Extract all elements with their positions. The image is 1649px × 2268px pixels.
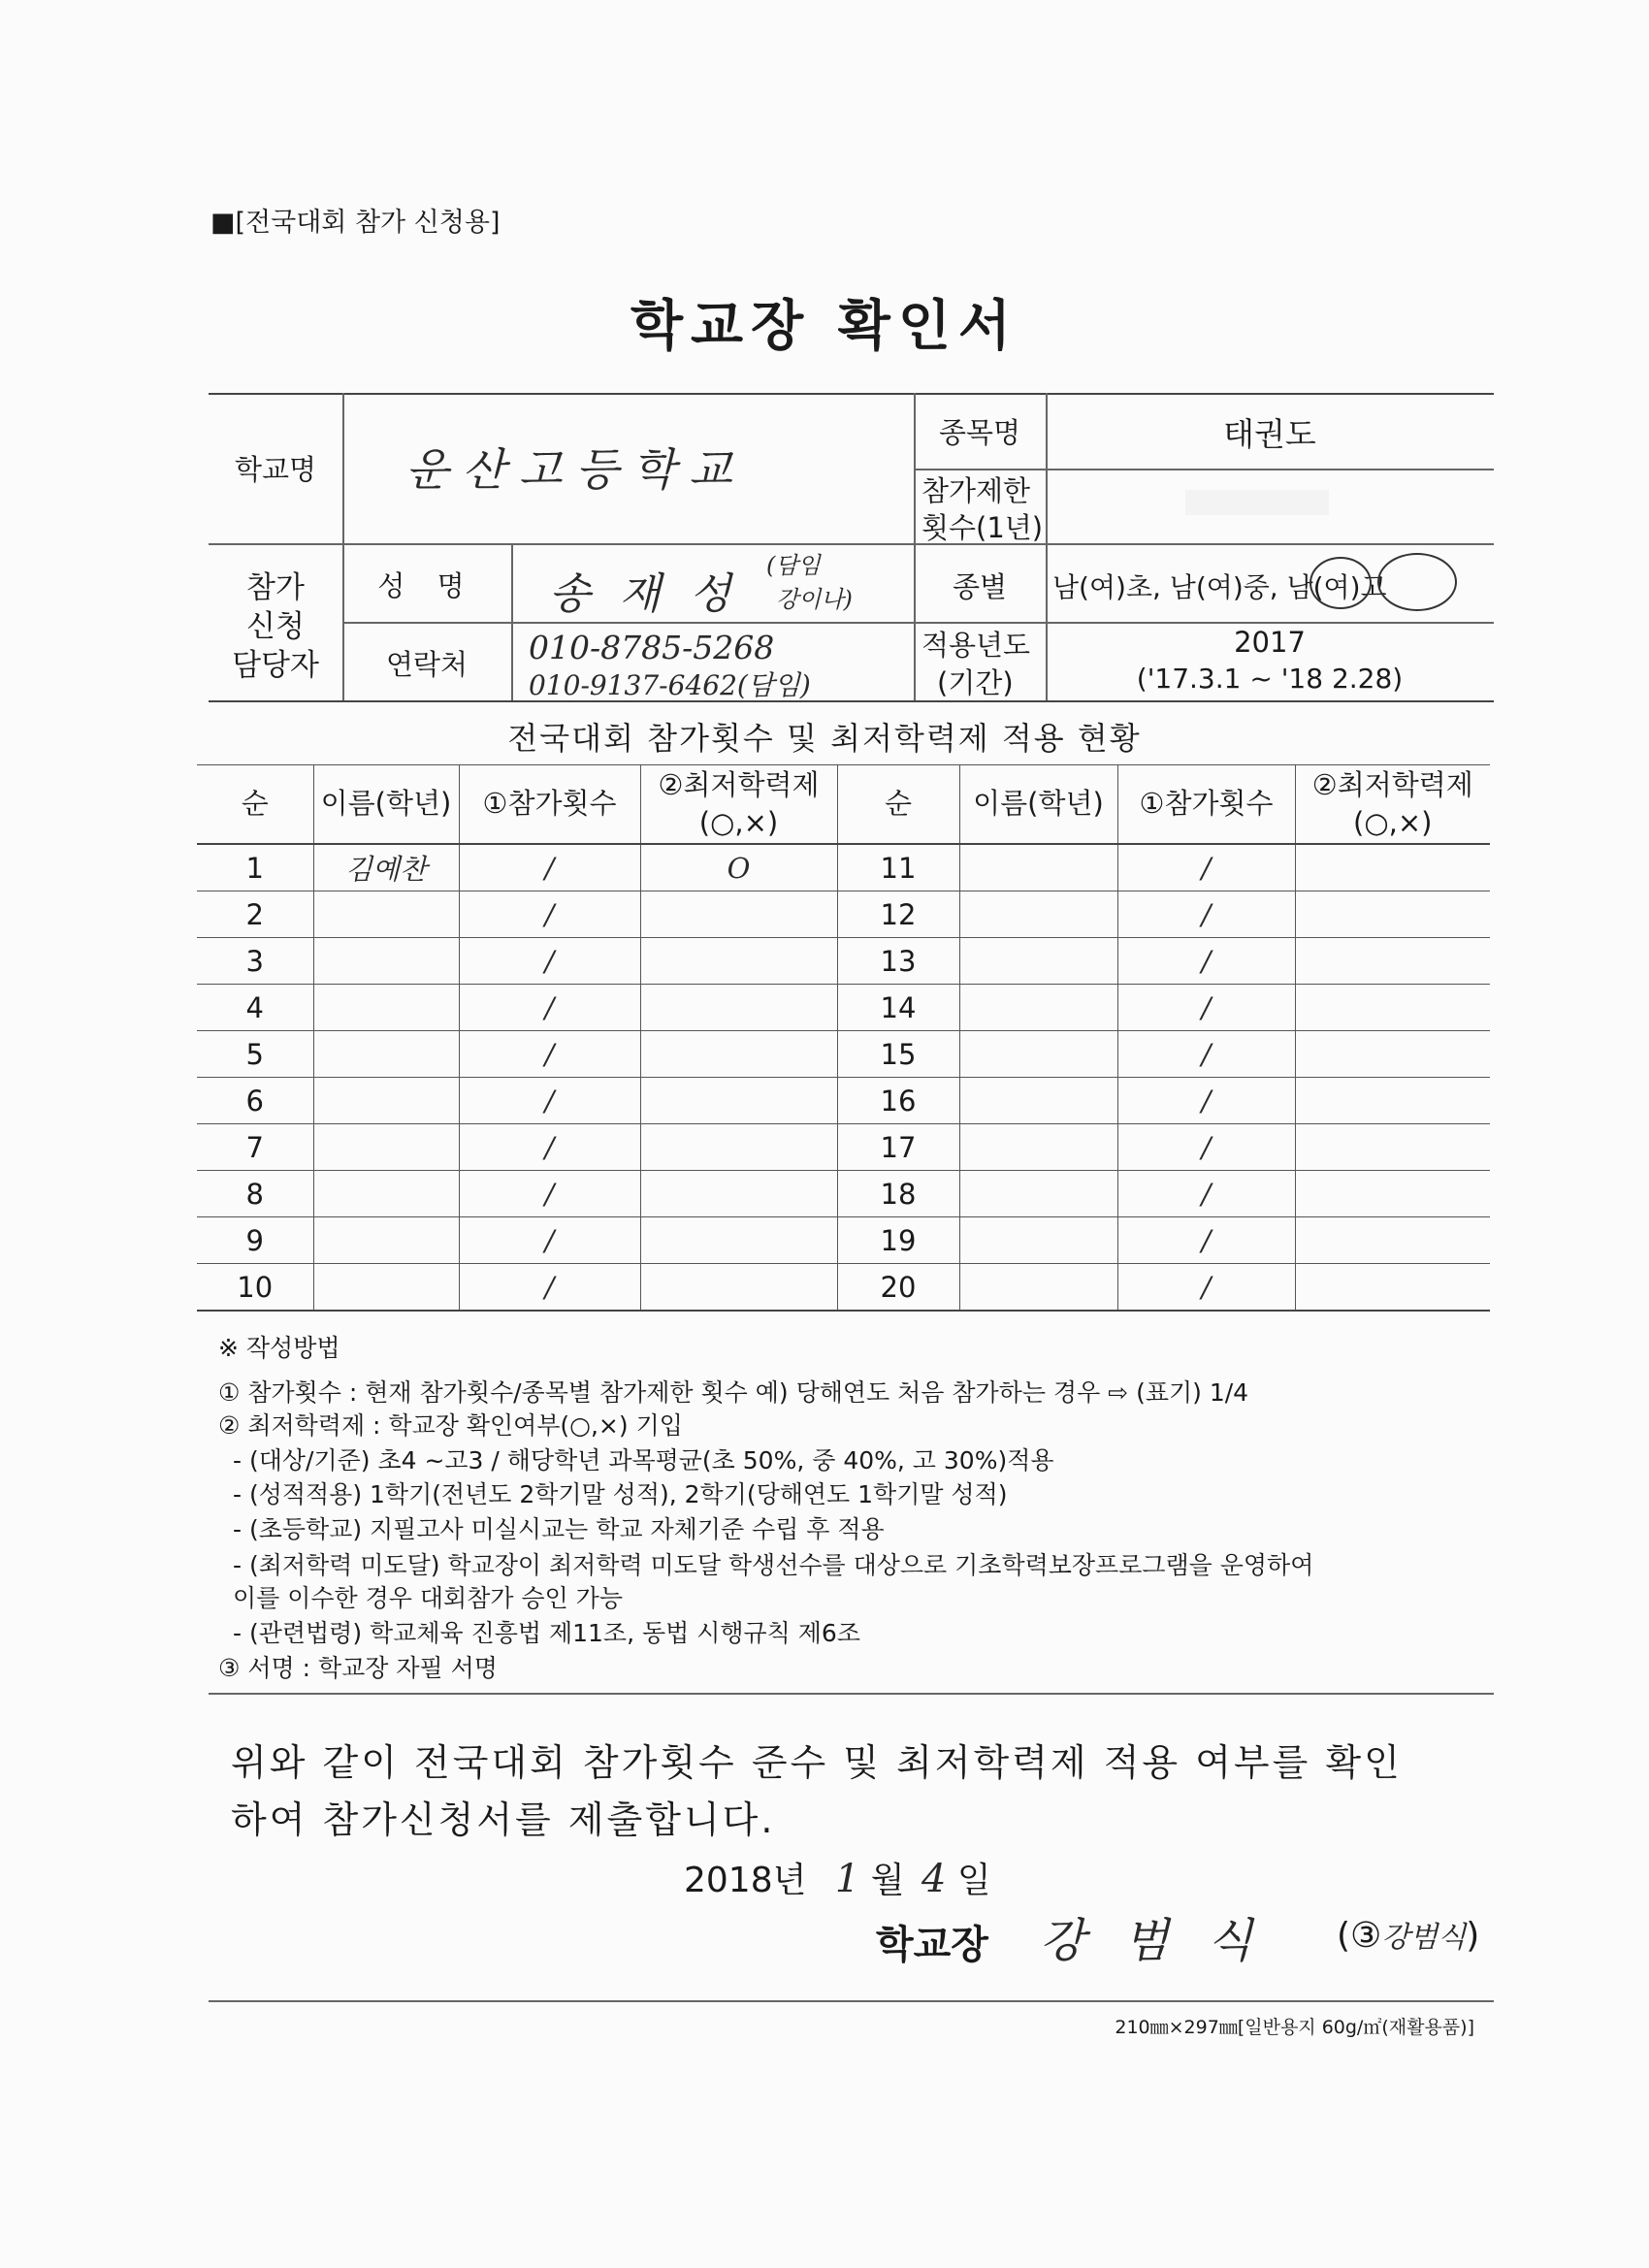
table-row bbox=[197, 1078, 1490, 1124]
row-name bbox=[959, 1078, 1117, 1124]
period-year: 2017 bbox=[1234, 626, 1306, 659]
redaction-mark bbox=[1185, 490, 1329, 515]
status-table bbox=[197, 764, 1490, 1312]
note-line: ② 최저학력제 : 학교장 확인여부(○,×) 기입 bbox=[218, 1411, 683, 1440]
school-label: 학교명 bbox=[234, 453, 317, 486]
row-min-level bbox=[1295, 1078, 1490, 1124]
row-count: / bbox=[459, 1124, 640, 1171]
period-label-line1: 적용년도 bbox=[922, 629, 1031, 662]
row-count: / bbox=[459, 1031, 640, 1078]
row-name bbox=[313, 1217, 459, 1264]
header-min-level bbox=[640, 765, 837, 845]
row-count: / bbox=[1117, 844, 1295, 891]
header-name: 이름(학년) bbox=[313, 765, 459, 845]
row-min-level bbox=[640, 891, 837, 938]
school-name-value: 운산고등학교 bbox=[405, 443, 746, 496]
row-name bbox=[313, 891, 459, 938]
contact-label: 연락처 bbox=[385, 648, 469, 681]
row-number: 18 bbox=[837, 1171, 959, 1217]
row-name bbox=[313, 1078, 459, 1124]
table-row bbox=[197, 1217, 1490, 1264]
bottom-divider bbox=[209, 2000, 1494, 2002]
row-min-level bbox=[640, 1124, 837, 1171]
date-year: 2018 bbox=[684, 1861, 773, 1900]
date-year-suffix: 년 bbox=[772, 1861, 807, 1900]
row-count: / bbox=[459, 1078, 640, 1124]
row-number: 13 bbox=[837, 938, 959, 985]
row-name bbox=[959, 938, 1117, 985]
name-label: 성 명 bbox=[377, 569, 476, 602]
row-min-level bbox=[1295, 938, 1490, 985]
period-label-line2: (기간) bbox=[937, 666, 1014, 699]
header-min-level-line2: (○,×) bbox=[1353, 806, 1433, 839]
row-line bbox=[209, 543, 1494, 545]
row-count: / bbox=[459, 1171, 640, 1217]
principal-label: 학교장 bbox=[876, 1923, 988, 1967]
category-circle-mark bbox=[1310, 557, 1372, 609]
row-count: / bbox=[1117, 1217, 1295, 1264]
col-line bbox=[511, 543, 513, 700]
header-min-level-line1: ②최저학력제 bbox=[658, 767, 820, 801]
header-no: 순 bbox=[197, 765, 313, 845]
row-count: / bbox=[1117, 1031, 1295, 1078]
row-count: / bbox=[1117, 1124, 1295, 1171]
form-type-label: ■[전국대회 참가 신청용] bbox=[210, 208, 501, 238]
table-row bbox=[197, 938, 1490, 985]
row-count: / bbox=[459, 891, 640, 938]
row-number: 17 bbox=[837, 1124, 959, 1171]
date-month: 1 bbox=[834, 1857, 860, 1901]
row-count: / bbox=[1117, 938, 1295, 985]
note-line: ① 참가횟수 : 현재 참가횟수/종목별 참가제한 횟수 예) 당해연도 처음 참가하는 경우 ⇨ (표기) 1/4 bbox=[218, 1378, 1249, 1407]
row-count: / bbox=[459, 1217, 640, 1264]
row-min-level bbox=[640, 1031, 837, 1078]
row-count: / bbox=[1117, 891, 1295, 938]
row-number: 3 bbox=[197, 938, 313, 985]
category-circle-mark bbox=[1377, 553, 1457, 611]
header-count: ①참가횟수 bbox=[459, 765, 640, 845]
category-value: 남(여)초, 남(여)중, 남(여)고 bbox=[1052, 571, 1387, 603]
row-min-level bbox=[640, 1078, 837, 1124]
table-row bbox=[197, 1171, 1490, 1217]
top-border bbox=[209, 393, 1494, 395]
row-min-level bbox=[1295, 1124, 1490, 1171]
seal-signature: 강범식 bbox=[1381, 1921, 1467, 1955]
table-row bbox=[197, 844, 1490, 891]
header-count: ①참가횟수 bbox=[1117, 765, 1295, 845]
row-number: 10 bbox=[197, 1264, 313, 1312]
row-name bbox=[313, 1171, 459, 1217]
date-line bbox=[684, 1853, 991, 1902]
statement-line1: 위와 같이 전국대회 참가횟수 준수 및 최저학력제 적용 여부를 확인 bbox=[231, 1741, 1403, 1784]
note-line: ※ 작성방법 bbox=[218, 1334, 340, 1362]
row-count: / bbox=[1117, 985, 1295, 1031]
event-label: 종목명 bbox=[938, 416, 1021, 449]
status-table-title: 전국대회 참가횟수 및 최저학력제 적용 현황 bbox=[507, 720, 1142, 757]
row-min-level bbox=[1295, 985, 1490, 1031]
seal-close-paren: ) bbox=[1466, 1916, 1480, 1956]
seal-open-paren: ( bbox=[1337, 1916, 1351, 1956]
applicant-label-line2: 신청 bbox=[246, 609, 305, 644]
info-bottom-border bbox=[209, 700, 1494, 702]
page-title: 학교장 확인서 bbox=[630, 295, 1019, 358]
note-line: 이를 이수한 경우 대회참가 승인 가능 bbox=[233, 1584, 623, 1612]
row-name bbox=[313, 1264, 459, 1312]
note-line: - (초등학교) 지필고사 미실시교는 학교 자체기준 수립 후 적용 bbox=[233, 1515, 885, 1543]
note-line: - (관련법령) 학교체육 진흥법 제11조, 동법 시행규칙 제6조 bbox=[233, 1619, 860, 1647]
row-name bbox=[959, 1171, 1117, 1217]
row-min-level bbox=[1295, 1217, 1490, 1264]
row-number: 7 bbox=[197, 1124, 313, 1171]
row-min-level bbox=[640, 1264, 837, 1312]
table-row bbox=[197, 1124, 1490, 1171]
row-number: 6 bbox=[197, 1078, 313, 1124]
row-name bbox=[959, 1124, 1117, 1171]
row-name bbox=[313, 1031, 459, 1078]
row-min-level bbox=[1295, 844, 1490, 891]
table-row bbox=[197, 891, 1490, 938]
row-number: 20 bbox=[837, 1264, 959, 1312]
contact-phone-1: 010-8785-5268 bbox=[529, 629, 775, 666]
row-number: 16 bbox=[837, 1078, 959, 1124]
row-name bbox=[959, 844, 1117, 891]
row-number: 12 bbox=[837, 891, 959, 938]
row-name bbox=[313, 985, 459, 1031]
header-name: 이름(학년) bbox=[959, 765, 1117, 845]
row-name: 김예찬 bbox=[313, 844, 459, 891]
row-min-level bbox=[1295, 1264, 1490, 1312]
applicant-name-value: 송재성 bbox=[549, 569, 760, 619]
row-number: 4 bbox=[197, 985, 313, 1031]
category-label: 종별 bbox=[952, 570, 1008, 603]
row-name bbox=[959, 1264, 1117, 1312]
row-number: 11 bbox=[837, 844, 959, 891]
applicant-name-note-1: (담임 bbox=[766, 552, 821, 579]
row-count: / bbox=[459, 985, 640, 1031]
limit-label-line1: 참가제한 bbox=[922, 474, 1031, 507]
row-min-level bbox=[1295, 1031, 1490, 1078]
row-min-level bbox=[1295, 891, 1490, 938]
row-min-level bbox=[1295, 1171, 1490, 1217]
note-line: - (대상/기준) 초4 ~고3 / 해당학년 과목평균(초 50%, 중 40%, 고 30%)적용 bbox=[233, 1446, 1054, 1474]
applicant-label-line3: 담당자 bbox=[232, 648, 319, 683]
note-line: - (성적적용) 1학기(전년도 2학기말 성적), 2학기(당해연도 1학기말 성적) bbox=[233, 1480, 1008, 1508]
limit-label-line2: 횟수(1년) bbox=[922, 511, 1044, 544]
row-count: / bbox=[1117, 1078, 1295, 1124]
table-row bbox=[197, 985, 1490, 1031]
principal-name-signature: 강범식 bbox=[1040, 1914, 1292, 1968]
row-count: / bbox=[1117, 1264, 1295, 1312]
date-day: 4 bbox=[922, 1857, 947, 1901]
row-number: 14 bbox=[837, 985, 959, 1031]
header-no: 순 bbox=[837, 765, 959, 845]
table-row bbox=[197, 1031, 1490, 1078]
date-month-suffix: 월 bbox=[870, 1861, 905, 1900]
row-name bbox=[959, 985, 1117, 1031]
header-min-level-line2: (○,×) bbox=[698, 806, 779, 839]
row-name bbox=[959, 1031, 1117, 1078]
row-line bbox=[342, 622, 1494, 624]
row-number: 2 bbox=[197, 891, 313, 938]
seal-mark: ③ bbox=[1350, 1916, 1382, 1956]
note-line: - (최저학력 미도달) 학교장이 최저학력 미도달 학생선수를 대상으로 기초학력보장프로그램을 운영하여 bbox=[233, 1551, 1314, 1579]
header-min-level bbox=[1295, 765, 1490, 845]
row-name bbox=[959, 1217, 1117, 1264]
row-number: 8 bbox=[197, 1171, 313, 1217]
row-number: 5 bbox=[197, 1031, 313, 1078]
row-number: 1 bbox=[197, 844, 313, 891]
row-count: / bbox=[459, 844, 640, 891]
table-row bbox=[197, 1264, 1490, 1312]
row-name bbox=[959, 891, 1117, 938]
row-min-level bbox=[640, 1171, 837, 1217]
statement-line2: 하여 참가신청서를 제출합니다. bbox=[231, 1798, 776, 1841]
row-count: / bbox=[459, 1264, 640, 1312]
row-min-level: O bbox=[640, 844, 837, 891]
row-count: / bbox=[459, 938, 640, 985]
applicant-label-line1: 참가 bbox=[246, 570, 305, 605]
applicant-name-note-2: 강이나) bbox=[776, 586, 853, 613]
row-number: 19 bbox=[837, 1217, 959, 1264]
note-line: ③ 서명 : 학교장 자필 서명 bbox=[218, 1654, 498, 1682]
row-name bbox=[313, 938, 459, 985]
date-day-suffix: 일 bbox=[956, 1861, 991, 1900]
event-value: 태권도 bbox=[1223, 415, 1316, 453]
row-name bbox=[313, 1124, 459, 1171]
principal-seal bbox=[1337, 1913, 1479, 1956]
row-number: 15 bbox=[837, 1031, 959, 1078]
contact-phone-2: 010-9137-6462(담임) bbox=[529, 669, 811, 701]
row-min-level bbox=[640, 1217, 837, 1264]
period-range: ('17.3.1 ~ '18 2.28) bbox=[1136, 663, 1404, 695]
row-min-level bbox=[640, 985, 837, 1031]
row-number: 9 bbox=[197, 1217, 313, 1264]
notes-divider bbox=[209, 1693, 1494, 1695]
row-count: / bbox=[1117, 1171, 1295, 1217]
header-min-level-line1: ②최저학력제 bbox=[1311, 767, 1473, 801]
row-min-level bbox=[640, 938, 837, 985]
paper-spec-footer: 210㎜×297㎜[일반용지 60g/㎡(재활용품)] bbox=[1115, 2017, 1474, 2038]
